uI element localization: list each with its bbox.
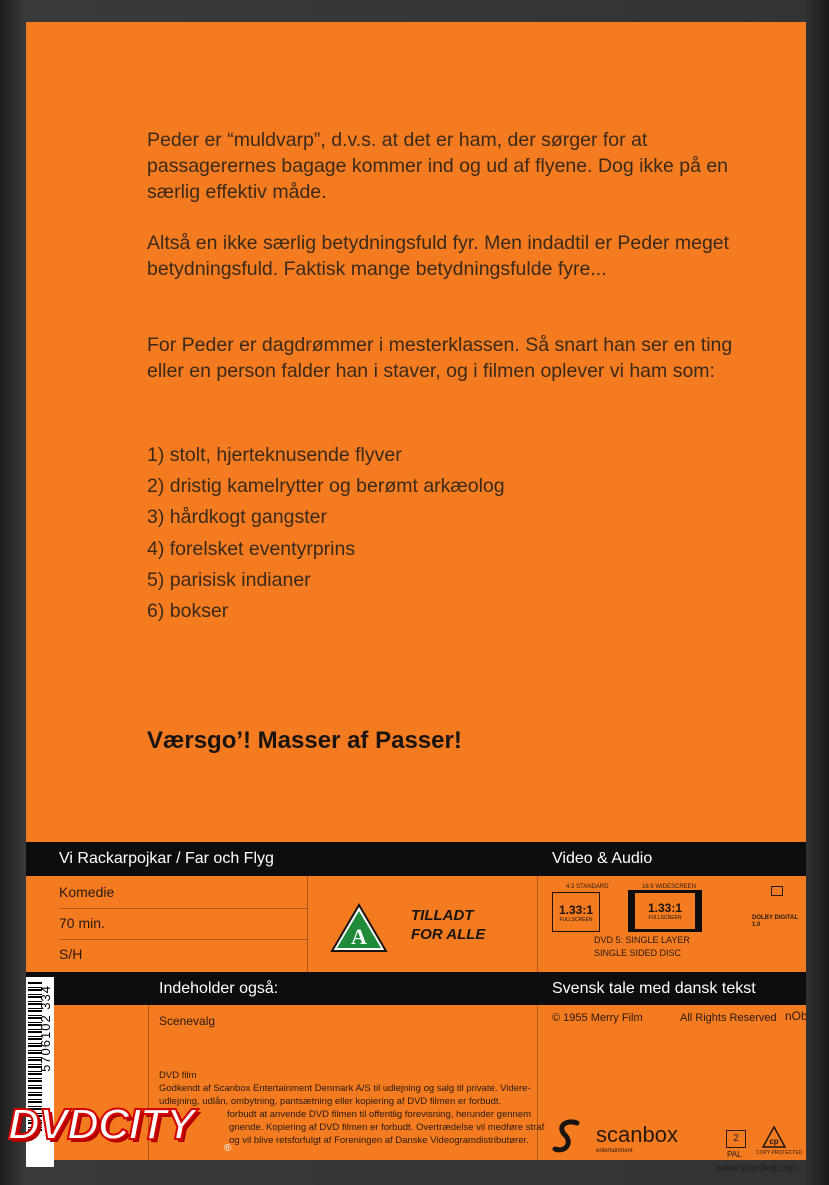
rating-letter: A — [351, 924, 367, 949]
language-info: Svensk tale med dansk tekst — [552, 980, 756, 997]
format-standard-ratio: 1.33:1 — [558, 903, 594, 917]
synopsis-paragraph-3: For Peder er dagdrømmer i mesterklassen. Så snart han ser en ting eller en person falder han i staver, og i filmen oplever vi ham som: — [147, 334, 733, 382]
format-wide-box — [628, 890, 702, 932]
video-audio-heading: Video & Audio — [552, 850, 653, 867]
dvd-back-cover — [26, 22, 808, 1174]
synopsis-paragraph-1: Peder er “muldvarp”, d.v.s. at det er ham, der sørger for at passagerernes bagage kommer ind og ud af flyene. Dog ikke på en særlig effektiv måde. — [147, 129, 729, 203]
divider — [307, 876, 308, 972]
copy-protected-label: COPY PROTECTED — [756, 1150, 803, 1156]
nob-logo: nOb — [785, 1009, 808, 1023]
watermark-registered: ® — [224, 1143, 232, 1154]
list-item: 2) dristig kamelrytter og berømt arkæolog — [147, 475, 505, 498]
dvdcity-watermark: DVDCITY — [8, 1100, 195, 1149]
contents-bar — [26, 972, 806, 1005]
synopsis-paragraph-2: Altså en ikke særlig betydningsfuld fyr. Men indadtil er Peder meget betydningsfuld. Faktisk mange betydningsfulde fyre... — [147, 232, 730, 280]
legal-line: udlejning, udlån, ombytning, pantsætning eller kopiering af DVD filmen er forbudt. — [159, 1096, 502, 1107]
divider — [537, 876, 538, 972]
extra-scene-selection: Scenevalg — [159, 1014, 216, 1028]
format-standard-sub: FULLSCREEN — [559, 917, 593, 923]
legal-line: og vil blive retsforfulgt af Foreningen af Danske Videogramdistributører. — [229, 1135, 529, 1146]
pal-label: PAL — [727, 1150, 742, 1159]
legal-text — [159, 1069, 549, 1147]
rights-reserved: All Rights Reserved — [680, 1012, 777, 1024]
disc-layer: DVD 5: SINGLE LAYER — [594, 935, 690, 945]
color-row — [59, 940, 307, 970]
list-item: 1) stolt, hjerteknusende flyver — [147, 444, 402, 466]
runtime: 70 min. — [59, 915, 105, 931]
rating-text-line-2: FOR ALLE — [411, 926, 486, 943]
list-item: 3) hårdkogt gangster — [147, 506, 327, 529]
list-item: 5) parisisk indianer — [147, 568, 311, 591]
list-item: 4) forelsket eventyrprins — [147, 537, 356, 560]
contains-heading: Indeholder også: — [159, 980, 279, 997]
rating-text — [411, 906, 485, 944]
dolby-logo: DOLBY DIGITAL 1.0 — [752, 915, 799, 928]
list-item: 6) bokser — [147, 599, 229, 622]
role-list — [147, 440, 505, 627]
format-standard-box — [552, 892, 600, 932]
color-info: S/H — [59, 946, 83, 962]
title-bar — [26, 842, 806, 876]
scanbox-logo: scanbox — [596, 1122, 678, 1147]
legal-line: DVD film — [159, 1070, 197, 1081]
legal-line: forbudt at anvende DVD filmen til offentlig forevisning, herunder gennem — [227, 1109, 532, 1120]
film-title: Vi Rackarpojkar / Far och Flyg — [59, 850, 274, 867]
scanbox-s-logo-icon — [551, 1117, 585, 1157]
disc-sides: SINGLE SIDED DISC — [594, 948, 682, 958]
genre-row — [59, 878, 307, 909]
cp-letters: cp — [769, 1137, 779, 1146]
copyright: © 1955 Merry Film — [552, 1012, 643, 1024]
rating-text-line-1: TILLADT — [411, 907, 474, 924]
format-standard-label: 4:3 STANDARD — [566, 884, 609, 890]
legal-line: gnende. Kopiering af DVD filmen er forbudt. Overtrædelse vil medføre straf — [229, 1122, 545, 1133]
tagline: Værsgo’! Masser af Passer! — [147, 727, 462, 754]
rating-a-icon — [329, 902, 389, 954]
format-wide-ratio: 1.33:1 — [647, 901, 683, 915]
copy-protected-icon — [762, 1126, 786, 1148]
barcode-number: 5706102 334 — [38, 985, 53, 1072]
runtime-row — [59, 909, 307, 940]
format-wide-label: 16:9 WIDESCREEN — [642, 884, 697, 890]
genre: Komedie — [59, 884, 115, 900]
region-2-icon: 2 — [726, 1130, 746, 1148]
format-wide-inner — [635, 893, 695, 929]
scanbox-sub: entertainment — [596, 1148, 633, 1154]
scanbox-url: www.scanbox.com — [716, 1163, 799, 1174]
dolby-speaker-icon — [771, 886, 783, 896]
legal-line: Godkendt af Scanbox Entertainment Denmark A/S til udlejning og salg til private. Videre- — [159, 1083, 531, 1094]
format-wide-sub: FULLSCREEN — [648, 915, 682, 921]
